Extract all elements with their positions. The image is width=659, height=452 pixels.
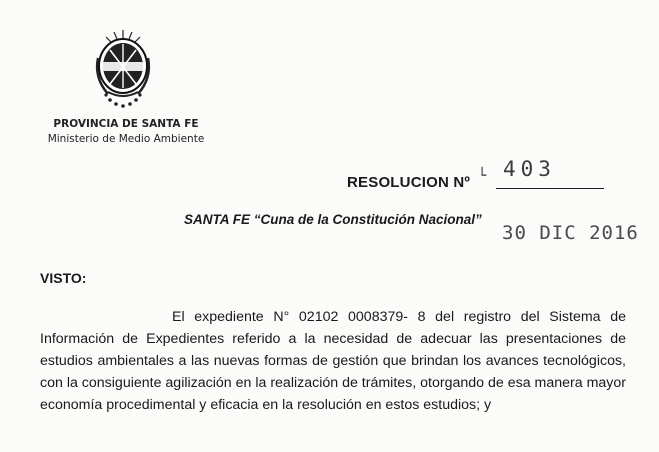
handwritten-mark: └	[478, 168, 487, 184]
section-title: VISTO:	[40, 270, 87, 286]
org-name: PROVINCIA DE SANTA FE	[53, 118, 199, 130]
resolution-underline	[496, 188, 604, 189]
coat-of-arms-icon	[92, 28, 154, 110]
org-subtitle: Ministerio de Medio Ambiente	[47, 133, 205, 145]
resolution-label: RESOLUCION Nº	[347, 174, 471, 191]
resolution-number: 403	[503, 157, 556, 181]
motto: SANTA FE “Cuna de la Constitución Nacional”	[184, 212, 482, 227]
date-stamp: 30 DIC 2016	[502, 222, 639, 244]
body-paragraph: El expediente N° 02102 0008379- 8 del registro del Sistema de Información de Expedientes referido a la necesidad de adecuar las presentaciones de estudios ambientales a las nuevas formas de gestión que brindan los avances tecnológicos, con la consiguiente agilización en la realización de trámites, otorgando de esa manera mayor economía procedimental y eficacia en la resolución en estos estudios; y	[40, 309, 626, 413]
